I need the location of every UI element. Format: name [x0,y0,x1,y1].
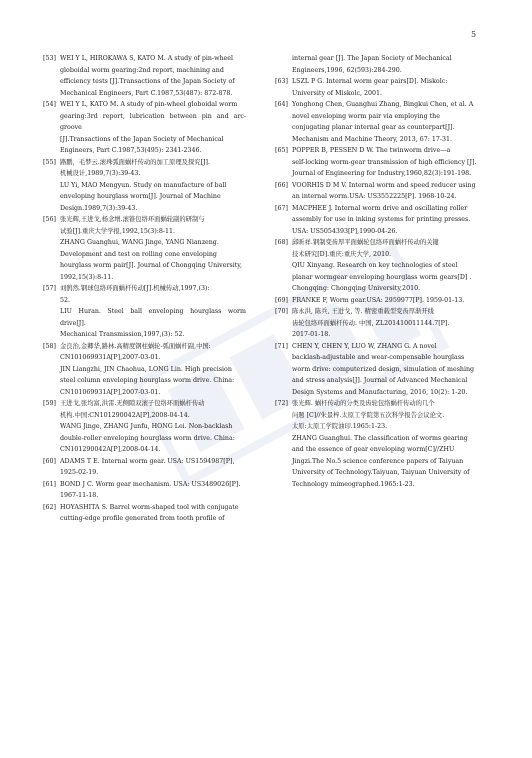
reference-entry [275,237,478,295]
reference-entry [275,295,478,307]
reference-line: assembly for use in inking systems for printing presses. [292,216,471,223]
reference-line: Jingzi.The No.5 science conference papers of Taiyuan [292,457,464,465]
reference-line: CN101290042A[P],2008-04-14. [60,446,161,453]
reference-entry [43,283,246,341]
reference-line: double-roller enveloping hourglass worm drive. China: [60,434,235,442]
reference-entry [275,145,478,180]
reference-number: [57] [43,285,56,292]
reference-number: [55] [43,158,56,166]
reference-line: 1967-11-18. [60,492,99,499]
reference-line: 技术研究[D].重庆:重庆大学, 2010. [292,250,392,258]
reference-line: JIN Liangzhi, JIN Chaohua, LONG Lin. High precision [60,365,232,373]
reference-entry [275,76,478,99]
reference-column-left [43,53,246,525]
reference-line: Mechanical Engineers, Part C.1987,53(487): 872-878. [60,89,233,97]
reference-line: 试验[J].重庆大学学报,1992,15(3):8-11. [60,227,176,235]
reference-line: University of Miskolc, 2001. [292,89,382,97]
reference-number: [56] [43,216,56,223]
reference-entry [43,214,246,283]
reference-line: self-locking worm-gear transmission of high efficiency [J]. [292,158,477,166]
reference-entry [275,398,478,490]
reference-line: CHEN Y, CHEN Y, LUO W, ZHANG G. A novel [292,342,437,350]
reference-number: [65] [275,147,288,154]
reference-entry [43,53,246,99]
reference-line: steel column enveloping hourglass worm drive. China: [60,377,235,384]
reference-line: CN101069931A[P],2007-03-01. [60,354,161,361]
reference-entry [43,99,246,157]
reference-number: [61] [43,480,56,488]
reference-line: WEI Y L, KATO M. A study of pin-wheel globoidal worm [60,101,238,108]
reference-number: [69] [275,296,288,304]
reference-line: LIU Huran. Steel ball enveloping hourglass worm drive[J]. [60,308,246,327]
reference-line: Engineers, Part C.1987,53(495): 2341-2346. [60,147,202,154]
reference-line: 刘鹄然.钢球包络环面蜗杆传动[J].机械传动,1997,(3): [60,285,210,292]
reference-line: ADAMS T E. Internal worm gear. USA: US1594987[P], [60,457,235,465]
reference-entry [43,502,246,525]
reference-line: Chongqing: Chongqing University,2010. [292,285,421,292]
reference-line: 机械设计,1989,7(3):39-43. [60,170,141,177]
reference-line: gearing:3rd report, lubrication between pin and arc-groove [60,112,246,131]
reference-line: 1992,15(3):8-11. [60,273,114,281]
reference-number: [71] [275,342,288,350]
reference-line: an internal worm.USA: US3552225[P]. 1968-10-24. [292,193,457,200]
reference-entry [275,99,478,145]
reference-line: FRANKE F, Worm gear.USA: 2959977[P]. 1959-01-13. [292,296,465,304]
reference-number: [54] [43,101,56,108]
reference-line: 齿轮包络环面蜗杆传动. 中国, ZL201410011144.7[P]. [292,319,450,327]
reference-number: [70] [275,308,288,315]
reference-number: [63] [275,78,288,85]
reference-entry [43,479,246,502]
reference-entry [275,53,478,76]
reference-line: ZHANG Guanghui, WANG Jinge, YANG Nianzeng. [60,239,219,246]
reference-line: hourglass worm pair[J]. Journal of Chongqing University, [60,262,242,269]
reference-line: 问题 [C]//朱景梓.太原工学院第五次科学报告会议论文. [292,411,445,419]
reference-entry [43,341,246,399]
reference-number: [62] [43,503,56,511]
reference-line: and the essence of gear enveloping worm[C]//ZHU [292,446,455,453]
reference-line: LU Yi, MAO Mengyun. Study on manufacture of ball [60,181,227,189]
reference-number: [66] [275,181,288,189]
reference-line: globoidal worm gearing:2nd report, machining and [60,66,224,74]
reference-line: Development and test on rolling cone enveloping [60,250,217,258]
reference-line: 机构.中国:CN101290042A[P],2008-04-14. [60,411,190,419]
reference-line: 邱昕祥.钢制变齿厚平面蜗轮包络环面蜗杆传动的关键 [292,239,439,246]
reference-line: HOYASHITA S. Barrel worm-shaped tool with conjugate [60,503,239,511]
reference-line: Journal of Engineering for Industry,1960,82(3):191-198. [292,170,472,177]
reference-line: planar wormgear enveloping hourglass worm gears[D] . [292,273,472,281]
reference-line: 52. [60,296,71,304]
reference-line: 张光辉. 蜗杆传动的分类及齿轮包络蜗杆传动的几个 [292,400,435,407]
reference-line: University of Technology.Taiyuan, Taiyuan University of [292,469,470,476]
reference-line: MACPHEE J. Internal worm drive and oscillating roller [292,204,468,212]
reference-line: WEI Y L, HIROKAWA S, KATO M. A study of pin-wheel [60,55,234,62]
reference-line: Design.1989,7(3):39-43. [60,204,138,212]
reference-line: internal gear [J]. The Japan Society of Mechanical [292,55,452,62]
reference-line: Design Systems and Manufacturing, 2016, 10(2): 1-20. [292,388,468,396]
reference-line: Technology mimeographed.1965:1-23. [292,480,415,488]
reference-line: backlash-adjustable and wear-compensable hourglass [292,354,465,361]
page-number: 5 [471,30,477,39]
reference-line: Mechanism and Machine Theory, 2013, 67: 17-31. [292,135,453,143]
reference-line: LSZL P G. Internal worm gear pairs[D]. Miskolc: [292,78,448,85]
reference-line: WANG Jinge, ZHANG Junfu, HONG Lei. Non-backlash [60,423,233,430]
reference-line: BOND J C. Worm gear mechanism. USA: US3489026[P]. [60,480,241,488]
reference-line: Yonghong Chen, Guanghui Zhang, Bingkui Chen, et al. A [292,101,474,108]
reference-number: [59] [43,400,56,407]
reference-line: USA: US5054393[P],1990-04-26. [292,227,398,235]
reference-number: [68] [275,239,288,246]
reference-entry [43,398,246,456]
reference-line: Mechanical Transmission,1997,(3): 52. [60,331,185,338]
reference-line: 张光辉,王进戈,杨念增.滚锥包络环面蜗轮副的研制与 [60,216,205,223]
reference-number: [67] [275,204,288,212]
reference-line: 太原:太原工学院油印.1965:1-23. [292,423,388,430]
reference-line: 路鹏，毛梦云.滚珠弧面蜗杆传动的加工原理及探究[J]. [60,158,210,166]
reference-entry [275,341,478,399]
reference-line: ZHANG Guanghui. The classification of worms gearing [292,434,468,442]
reference-number: [58] [43,342,56,350]
reference-line: 陈永洪, 陈兵, 王进戈, 等. 精密重载型变齿厚渐开线 [292,308,434,315]
reference-number: [60] [43,457,56,465]
reference-line: novel enveloping worm pair via employing the [292,112,440,120]
reference-line: [J].Transactions of the Japan Society of Mechanical [60,135,224,143]
reference-number: [72] [275,400,288,407]
reference-line: efficiency tests [J].Transactions of the Japan Society of [60,78,235,85]
reference-entry [43,157,246,215]
reference-number: [64] [275,101,288,108]
reference-line: enveloping hourglass worm[J]. Journal of Machine [60,193,221,200]
reference-line: POPPER B, PESSEN D W. The twinworm drive—a [292,147,451,154]
reference-number: [53] [43,55,56,62]
reference-line: worm drive: computerized design, simulation of meshing [292,365,475,373]
reference-line: cutting-edge profile generated from tooth profile of [60,515,225,522]
reference-entry [275,180,478,203]
reference-line: QIU Xinyang. Research on key technologies of steel [292,262,458,269]
reference-line: Engineers,1996, 62(593):284-290. [292,66,402,74]
reference-line: and stress analysis[J]. Journal of Advanced Mechanical [292,377,468,384]
reference-line: 1925-02-19. [60,469,99,476]
reference-entry [275,203,478,238]
reference-line: 2017-01-18. [292,331,331,338]
reference-entry [43,456,246,479]
reference-line: 金良治,金卿华,路林.高精度钢柱蜗轮-弧面蜗杆副,中国: [60,342,211,350]
reference-column-right [275,53,478,490]
reference-line: CN101069931A[P],2007-03-01. [60,388,161,396]
reference-line: VOORHIS D M V. Internal worm and speed reducer using [292,181,476,189]
reference-line: 王进戈,张均富,洪雷.无侧隙双滚子包络环面蜗杆传动 [60,400,205,407]
reference-line: conjugating planar internal gear as counterpart[J]. [292,124,455,131]
reference-entry [275,306,478,341]
